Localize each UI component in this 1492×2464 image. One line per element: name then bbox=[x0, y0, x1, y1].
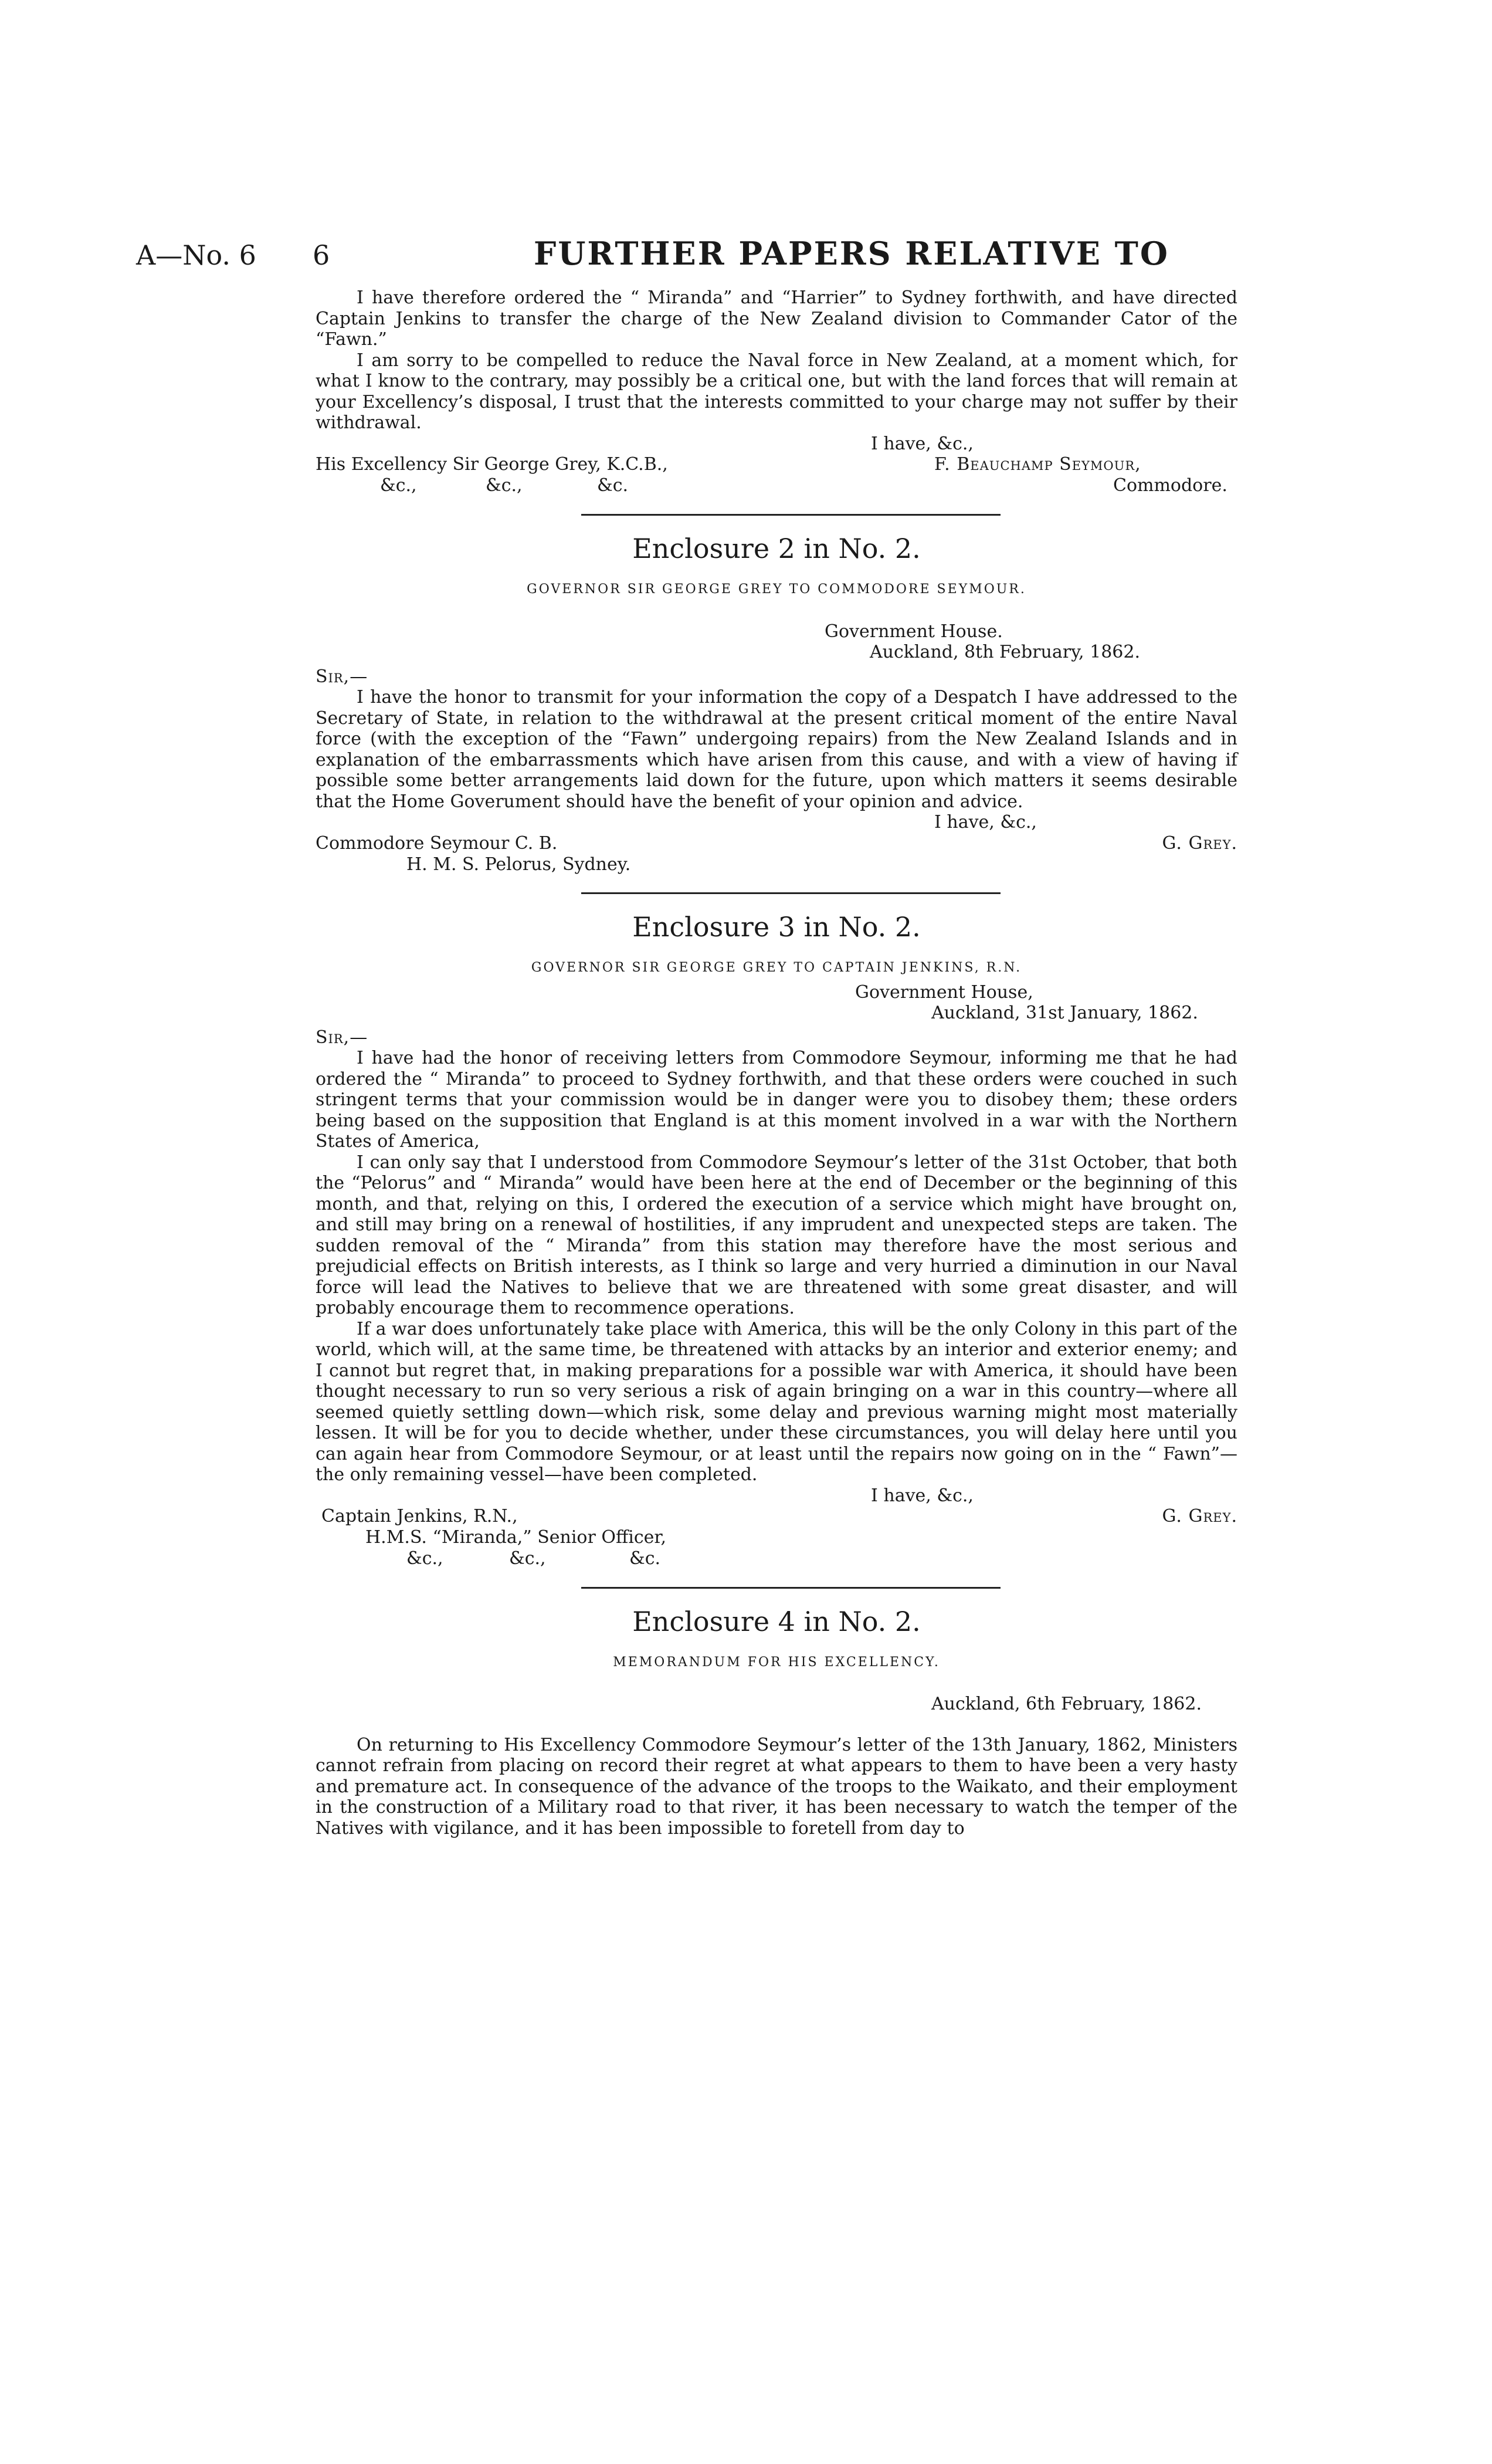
page-number: 6 bbox=[313, 239, 330, 271]
enclosure3-paragraph-2: I can only say that I understood from Commodore Seymour’s letter of the 31st October, that both the “Pelorus” and “ Miranda” would have been here at the end of December or the beginning of this month, and that, relying on this, I ordered the execution of a service which might have brought on, and still may bring on a renewal of hostilities, if any imprudent and unexpected steps are taken. The sudden removal of the “ Miranda” from this station may therefore have the most serious and prejudicial effects on British interests, as I think so large and very hurried a diminution in our Naval force will lead the Natives to believe that we are threatened with some great disaster, and will probably encourage them to recommence operations. bbox=[316, 1152, 1237, 1318]
letter1-addressee: His Excellency Sir George Grey, K.C.B., bbox=[316, 454, 668, 475]
enclosure2-date: Auckland, 8th February, 1862. bbox=[870, 642, 1140, 662]
letter1-paragraph-1: I have therefore ordered the “ Miranda” and “Harrier” to Sydney forthwith, and have directed Captain Jenkins to transfer the charge of the New Zealand division to Commander Cator of the “Fawn.” bbox=[316, 287, 1237, 350]
section-divider bbox=[581, 514, 1001, 516]
enclosure3-salutation: Sir,— bbox=[316, 1027, 368, 1048]
document-reference: A—No. 6 bbox=[136, 239, 256, 271]
enclosure3-title: Enclosure 3 in No. 2. bbox=[632, 911, 921, 943]
etc-text: &c., bbox=[486, 475, 523, 496]
enclosure3-signature: G. Grey. bbox=[1162, 1506, 1237, 1527]
etc-text: &c., bbox=[509, 1548, 546, 1569]
enclosure3-paragraph-3: If a war does unfortunately take place with America, this will be the only Colony in this part of the world, which will, at the same time, be threatened with attacks by an interior and exterior enemy; and I cannot but regret that, in making preparations for a possible war with America, it should have been thought necessary to run so very serious a risk of again bringing on a war in this country—where all seemed quietly settling down—which risk, some delay and previous warning might most materially lessen. It will be for you to decide whether, under these circumstances, you will delay here until you can again hear from Commodore Seymour, or at least until the repairs now going on in the “ Fawn”—the only remaining vessel—have been completed. bbox=[316, 1318, 1237, 1485]
enclosure2-closing: I have, &c., bbox=[934, 812, 1037, 832]
enclosure3-addressee: Captain Jenkins, R.N., bbox=[321, 1506, 518, 1527]
enclosure2-title: Enclosure 2 in No. 2. bbox=[632, 533, 921, 564]
enclosure2-addressee: Commodore Seymour C. B. bbox=[316, 832, 558, 854]
letter1-closing: I have, &c., bbox=[871, 433, 974, 454]
letter1-rank: Commodore. bbox=[1113, 475, 1227, 496]
etc-text: &c. bbox=[597, 475, 629, 496]
page-header bbox=[0, 235, 1492, 282]
enclosure3-paragraph-1: I have had the honor of receiving letters from Commodore Seymour, informing me that he had ordered the “ Miranda” to proceed to Sydney forthwith, and that these orders were couched in such stringent terms that your commission would be in danger were you to disobey them; these orders being based on the supposition that England is at this moment involved in a war with the Northern States of America, bbox=[316, 1048, 1237, 1152]
enclosure4-subtitle: MEMORANDUM FOR HIS EXCELLENCY. bbox=[613, 1654, 940, 1670]
running-title: FURTHER PAPERS RELATIVE TO bbox=[534, 235, 1169, 272]
letter1-etc-row bbox=[316, 475, 1237, 496]
enclosure3-closing: I have, &c., bbox=[871, 1485, 974, 1506]
enclosure3-place: Government House, bbox=[855, 981, 1033, 1003]
enclosure2-addressee-ship: H. M. S. Pelorus, Sydney. bbox=[406, 854, 631, 875]
letter1-paragraph-2: I am sorry to be compelled to reduce the Naval force in New Zealand, at a moment which, for what I know to the contrary, may possibly be a critical one, but with the land forces that will remain at your Excellency’s disposal, I trust that the interests committed to your charge may not suffer by their withdrawal. bbox=[316, 350, 1237, 433]
enclosure2-subtitle: GOVERNOR SIR GEORGE GREY TO COMMODORE SEYMOUR. bbox=[527, 582, 1026, 597]
letter1-signature: F. Beauchamp Seymour, bbox=[934, 454, 1141, 475]
etc-text: &c., bbox=[406, 1548, 443, 1569]
enclosure2-signature: G. Grey. bbox=[1162, 832, 1237, 854]
enclosure4-title: Enclosure 4 in No. 2. bbox=[632, 1605, 921, 1637]
letter1-signature-row bbox=[316, 454, 1237, 475]
section-divider bbox=[581, 892, 1001, 894]
enclosure3-signature-row bbox=[316, 1506, 1237, 1527]
enclosure2-signature-row bbox=[316, 833, 1237, 854]
page-body bbox=[316, 287, 1237, 1839]
enclosure3-subtitle: GOVERNOR SIR GEORGE GREY TO CAPTAIN JENKINS, R.N. bbox=[531, 960, 1022, 975]
enclosure3-date: Auckland, 31st January, 1862. bbox=[931, 1003, 1198, 1023]
enclosure4-date: Auckland, 6th February, 1862. bbox=[931, 1694, 1202, 1714]
enclosure3-etc-row bbox=[316, 1548, 1237, 1569]
enclosure3-addressee-ship: H.M.S. “Miranda,” Senior Officer, bbox=[365, 1527, 667, 1548]
enclosure2-salutation: Sir,— bbox=[316, 666, 368, 687]
enclosure2-paragraph-1: I have the honor to transmit for your information the copy of a Despatch I have addressed to the Secretary of State, in relation to the withdrawal at the present critical moment of the entire Naval force (with the exception of the “Fawn” undergoing repairs) from the New Zealand Islands and in explanation of the embarrassments which have arisen from this cause, and with a view of having if possible some better arrangements laid down for the future, upon which matters it seems desirable that the Home Goverument should have the benefit of your opinion and advice. bbox=[316, 687, 1237, 812]
section-divider bbox=[581, 1587, 1001, 1589]
etc-text: &c. bbox=[629, 1548, 661, 1569]
enclosure2-place: Government House. bbox=[825, 621, 1003, 642]
enclosure4-paragraph-1: On returning to His Excellency Commodore Seymour’s letter of the 13th January, 1862, Ministers cannot refrain from placing on record their regret at what appears to them to have been a very hasty and premature act. In consequence of the advance of the troops to the Waikato, and their employment in the construction of a Military road to that river, it has been necessary to watch the temper of the Natives with vigilance, and it has been impossible to foretell from day to bbox=[316, 1734, 1237, 1839]
etc-text: &c., bbox=[380, 475, 417, 496]
